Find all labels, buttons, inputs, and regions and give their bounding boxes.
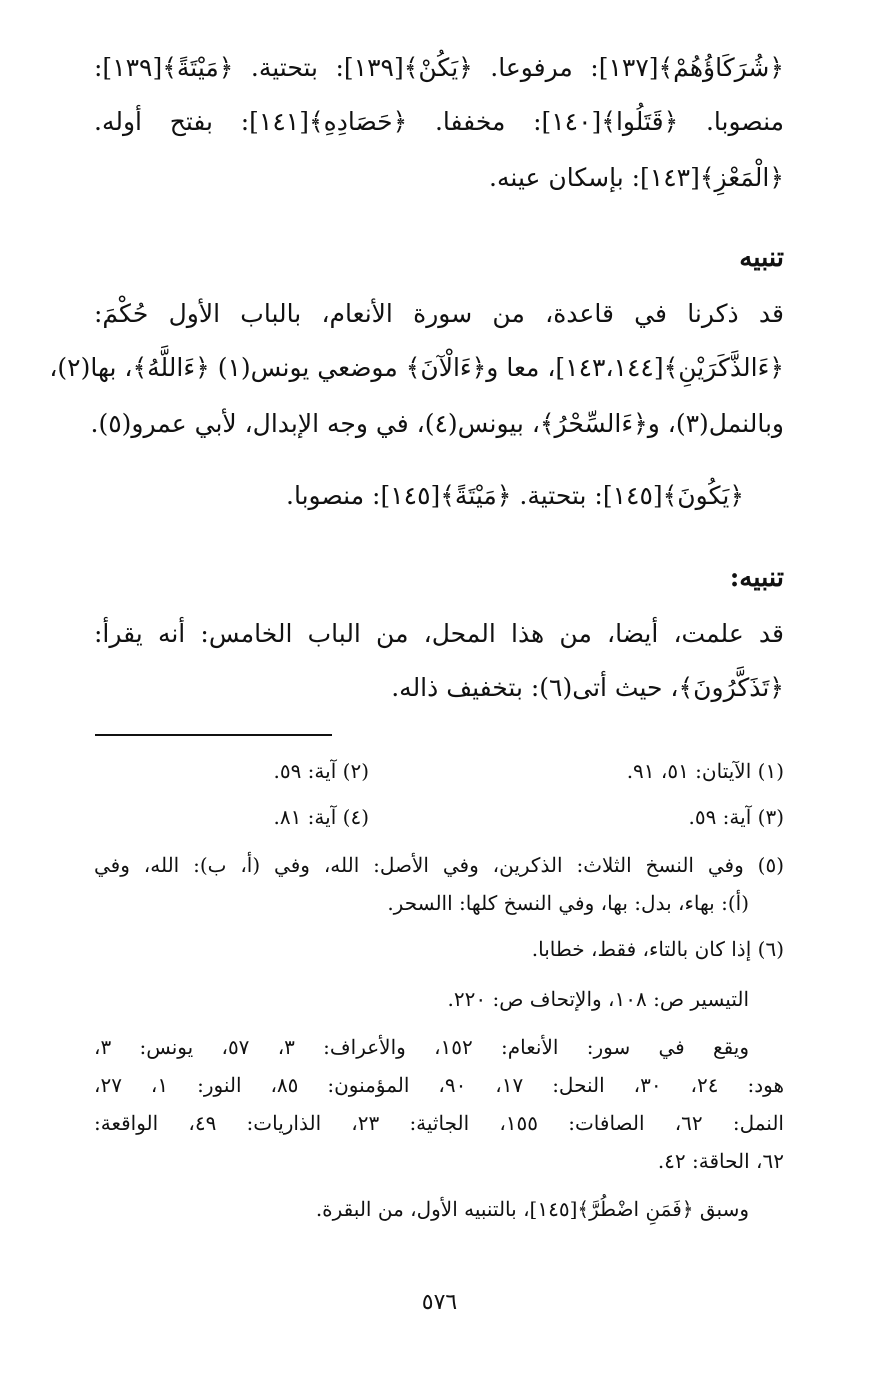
footnote-4: (٤) آية: ٨١. [273,805,369,829]
paragraph-2-line-2: ﴿تَذَكَّرُونَ﴾، حيث أتى(٦): بتخفيف ذاله. [391,673,784,702]
note-line-5: ٦٢، الحاقة: ٤٢. [657,1149,784,1173]
paragraph-1-line-2: ﴿ءَالذَّكَرَيْنِ﴾[١٤٣،١٤٤]، معا و﴿ءَالْآنَ﴾ موضعي يونس(١) ﴿ءَاللَّهُ﴾، بها(٢)، [49,353,784,382]
footnote-6: (٦) إذا كان بالتاء، فقط، خطابا. [531,937,784,961]
paragraph-1-line-1: قد ذكرنا في قاعدة، من سورة الأنعام، بالباب الأول حُكْمَ: [94,299,784,328]
note-line-1: التيسير ص: ١٠٨، والإتحاف ص: ٢٢٠. [447,987,749,1011]
text-line-1: ﴿شُرَكَاؤُهُمْ﴾[١٣٧]: مرفوعا. ﴿يَكُنْ﴾[١٣٩]: بتحتية. ﴿مَيْتَةً﴾[١٣٩]: [94,53,784,82]
note-line-6: وسبق ﴿فَمَنِ اضْطُرَّ﴾[١٤٥]، بالتنبيه الأول، من البقرة. [315,1197,749,1221]
page-number: ٥٧٦ [421,1290,458,1315]
footnote-3: (٣) آية: ٥٩. [688,805,784,829]
footnote-5-line-1: (٥) وفي النسخ الثلاث: الذكرين، وفي الأصل: الله، وفي (أ، ب): الله، وفي [94,853,784,877]
section-heading-1: تنبيه [739,243,784,273]
footnote-2: (٢) آية: ٥٩. [273,759,369,783]
footnote-1: (١) الآيتان: ٥١، ٩١. [626,759,784,783]
text-line-yakun [94,474,784,520]
paragraph-1-line-3: وبالنمل(٣)، و﴿ءَالسِّحْرُ﴾، بيونس(٤)، في وجه الإبدال، لأبي عمرو(٥). [90,409,784,438]
note-line-3: هود: ٢٤، ٣٠، النحل: ١٧، ٩٠، المؤمنون: ٨٥، النور: ١، ٢٧، [94,1073,784,1097]
section-heading-2: تنبيه: [729,563,784,593]
footnote-5-line-2: (أ): بهاء، بدل: بها، وفي النسخ كلها: االسحر. [387,891,749,915]
note-line-4: النمل: ٦٢، الصافات: ١٥٥، الجاثية: ٢٣، الذاريات: ٤٩، الواقعة: [94,1111,784,1135]
footnote-divider [95,734,332,736]
text-line-2: منصوبا. ﴿قَتَلُوا﴾[١٤٠]: مخففا. ﴿حَصَادِهِ﴾[١٤١]: بفتح أوله. [94,107,785,136]
paragraph-2-line-1: قد علمت، أيضا، من هذا المحل، من الباب الخامس: أنه يقرأ: [94,619,784,648]
note-line-2: ويقع في سور: الأنعام: ١٥٢، والأعراف: ٣، ٥٧، يونس: ٣، [94,1035,749,1059]
text-line-3: ﴿الْمَعْزِ﴾[١٤٣]: بإسكان عينه. [489,163,784,192]
text-line-yakun-content: ﴿يَكُونَ﴾[١٤٥]: بتحتية. ﴿مَيْتَةً﴾[١٤٥]: منصوبا. [286,481,744,510]
